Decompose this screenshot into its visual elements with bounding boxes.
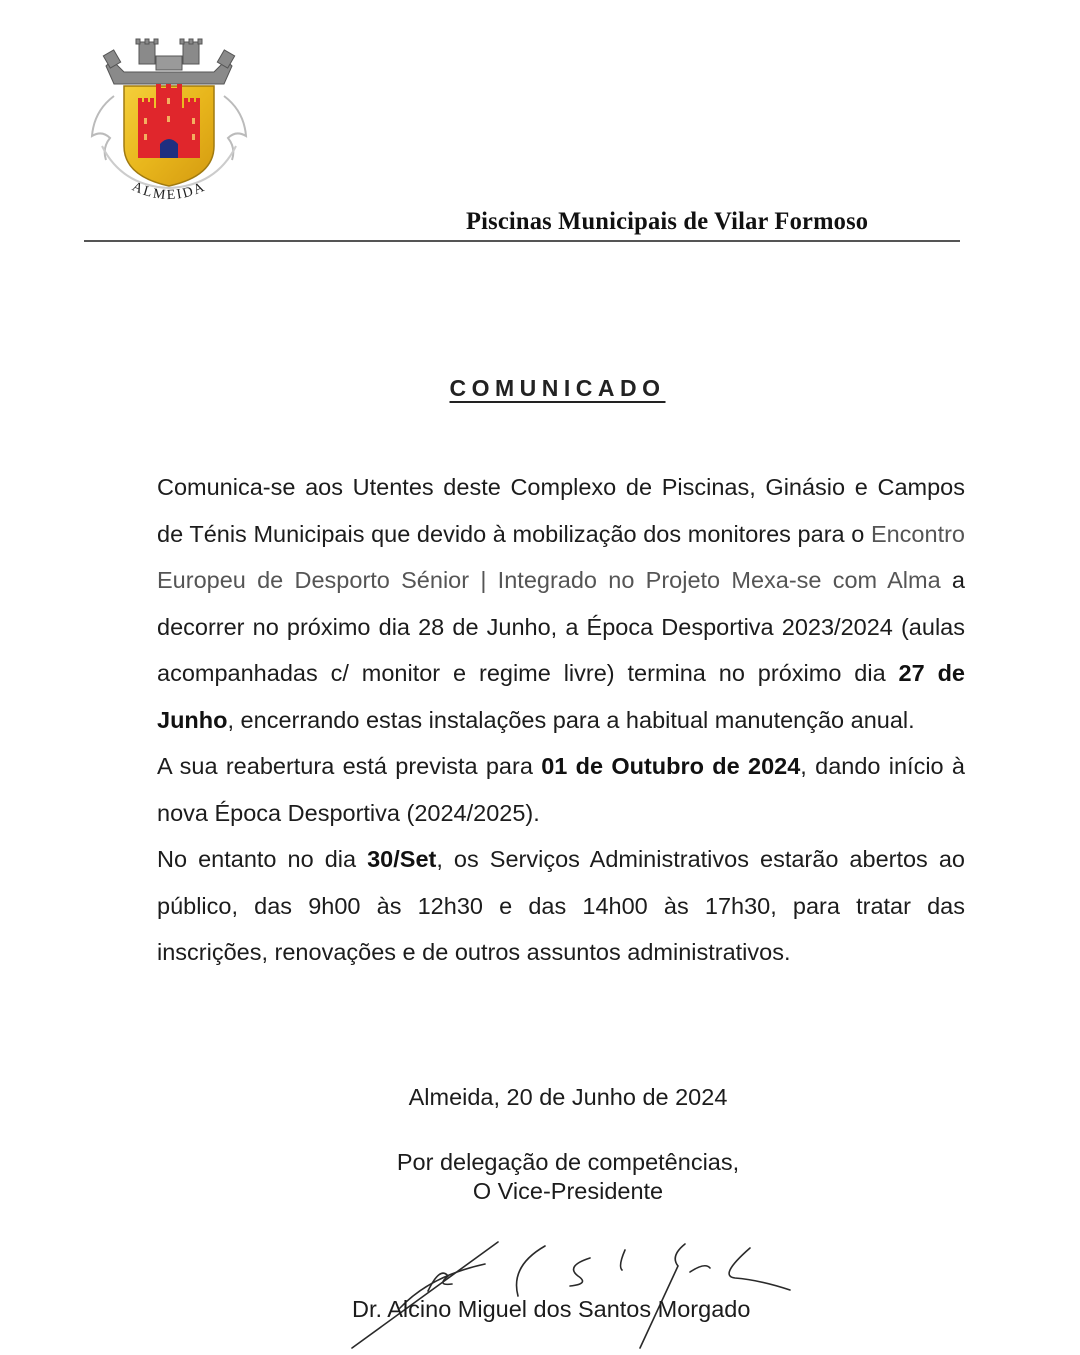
text-span: A sua reabertura está prevista para	[157, 753, 542, 779]
document-title: COMUNICADO	[449, 375, 666, 401]
handwritten-signature	[340, 1236, 800, 1350]
header-divider	[84, 240, 960, 242]
notice-body	[157, 464, 965, 976]
paragraph-admin-services	[157, 836, 965, 976]
text-span: Comunica-se aos Utentes deste Complexo de Piscinas, Ginásio e Campos de Ténis Municipais que devido à mobilização dos monitores para o	[157, 474, 965, 547]
delegation-block	[0, 1148, 1080, 1206]
municipal-coat-of-arms-logo	[84, 36, 254, 208]
text-span: , dando início à nova Época Desportiva (2024/2025).	[157, 753, 965, 826]
facility-title: Piscinas Municipais de Vilar Formoso	[466, 206, 869, 235]
reopening-date: 01 de Outubro de 2024	[541, 753, 801, 779]
text-span: , os Serviços Administrativos estarão abertos ao público, das 9h00 às 12h30 e das 14h00 às 17h30, para tratar das inscrições, renovações e de outros assuntos administrativos.	[157, 846, 965, 965]
text-span: No entanto no dia	[157, 846, 368, 872]
closing-date: 27 de Junho	[157, 660, 966, 733]
signer-role: O Vice-Presidente	[472, 1178, 664, 1204]
text-span: , encerrando estas instalações para a habitual manutenção anual.	[227, 706, 915, 733]
svg-text:ALMEIDA: ALMEIDA	[129, 179, 209, 204]
coat-of-arms-icon	[84, 36, 254, 208]
admin-date: 30/Set	[367, 846, 437, 872]
signer-name: Dr. Alcino Miguel dos Santos Morgado	[352, 1296, 751, 1322]
event-name: Encontro Europeu de Desporto Sénior | Integrado no Projeto Mexa-se com Alma	[157, 520, 965, 593]
paragraph-closure	[157, 464, 965, 743]
paragraph-reopening	[157, 743, 965, 836]
delegation-line: Por delegação de competências,	[396, 1149, 740, 1175]
place-and-date: Almeida, 20 de Junho de 2024	[408, 1084, 728, 1110]
text-span: a decorrer no próximo dia 28 de Junho, a Época Desportiva 2023/2024 (aulas acompanhadas c/ monitor e regime livre) termina no próximo dia	[157, 567, 965, 686]
